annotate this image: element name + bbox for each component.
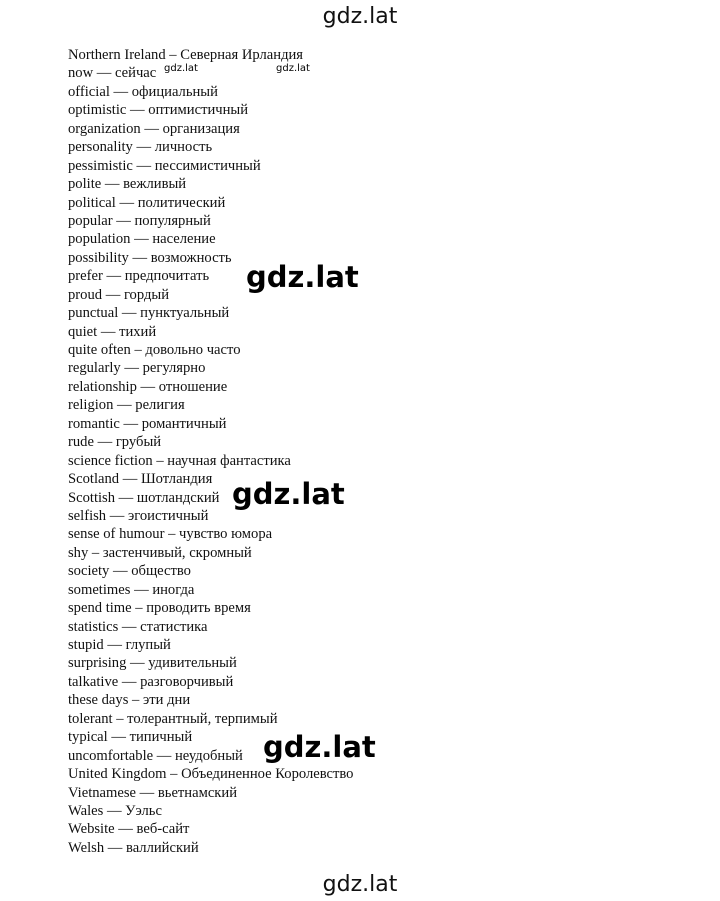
list-item: talkative — разговорчивый xyxy=(68,673,234,690)
list-item: surprising — удивительный xyxy=(68,655,237,672)
list-item: relationship — отношение xyxy=(68,378,228,395)
watermark-overlay: gdz.lat xyxy=(230,480,351,509)
list-item: rude — грубый xyxy=(68,434,162,451)
list-item: regularly — регулярно xyxy=(68,360,206,377)
list-item: punctual — пунктуальный xyxy=(68,305,230,322)
list-item: science fiction – научная фантастика xyxy=(68,452,291,469)
list-item: Scotland — Шотландия xyxy=(68,471,213,488)
watermark-overlay: gdz.lat xyxy=(163,64,202,74)
list-item: these days – эти дни xyxy=(68,692,191,709)
list-item: romantic — романтичный xyxy=(68,415,227,432)
list-item: Northern Ireland – Северная Ирландия xyxy=(68,47,304,63)
footer-watermark: gdz.lat xyxy=(322,872,398,897)
list-item: now — сейчас xyxy=(68,65,157,82)
list-item: Welsh — валлийский xyxy=(68,839,199,856)
list-item: prefer — предпочитать xyxy=(68,268,210,285)
list-item: sometimes — иногда xyxy=(68,581,195,598)
list-item: uncomfortable — неудобный xyxy=(68,747,243,764)
watermark-overlay: gdz.lat xyxy=(244,263,365,292)
list-item: tolerant – толерантный, терпимый xyxy=(68,710,278,727)
list-item: spend time – проводить время xyxy=(68,600,251,617)
list-item: polite — вежливый xyxy=(68,176,187,193)
list-item: official — официальный xyxy=(68,83,218,100)
list-item: typical — типичный xyxy=(68,729,193,746)
list-item: stupid — глупый xyxy=(68,637,171,653)
list-item: Scottish — шотландский xyxy=(68,489,220,506)
list-item: possibility — возможность xyxy=(68,249,232,266)
list-item: popular — популярный xyxy=(68,212,211,229)
list-item: shy – застенчивый, скромный xyxy=(68,544,252,561)
list-item: selfish — эгоистичный xyxy=(68,507,209,524)
list-item: Wales — Уэльс xyxy=(68,802,162,819)
list-item: Vietnamese — вьетнамский xyxy=(68,784,238,801)
list-item: organization — организация xyxy=(68,120,240,137)
list-item: sense of humour – чувство юмора xyxy=(68,526,273,543)
list-item: statistics — статистика xyxy=(68,618,208,635)
list-item: Website — веб-сайт xyxy=(68,821,190,838)
list-item: proud — гордый xyxy=(68,286,170,303)
list-item: political — политический xyxy=(68,194,226,211)
list-item: United Kingdom – Объединенное Королевство xyxy=(68,766,354,783)
list-item: pessimistic — пессимистичный xyxy=(68,157,261,174)
watermark-overlay: gdz.lat xyxy=(261,733,382,762)
list-item: society — общество xyxy=(68,563,191,580)
list-item: optimistic — оптимистичный xyxy=(68,102,249,119)
list-item: religion — религия xyxy=(68,397,185,414)
list-item: quite often – довольно часто xyxy=(68,342,241,358)
list-item: quiet — тихий xyxy=(68,323,157,340)
list-item: personality — личность xyxy=(68,139,213,156)
watermark-overlay: gdz.lat xyxy=(275,64,314,74)
list-item: population — население xyxy=(68,231,216,248)
header-watermark: gdz.lat xyxy=(322,4,398,29)
